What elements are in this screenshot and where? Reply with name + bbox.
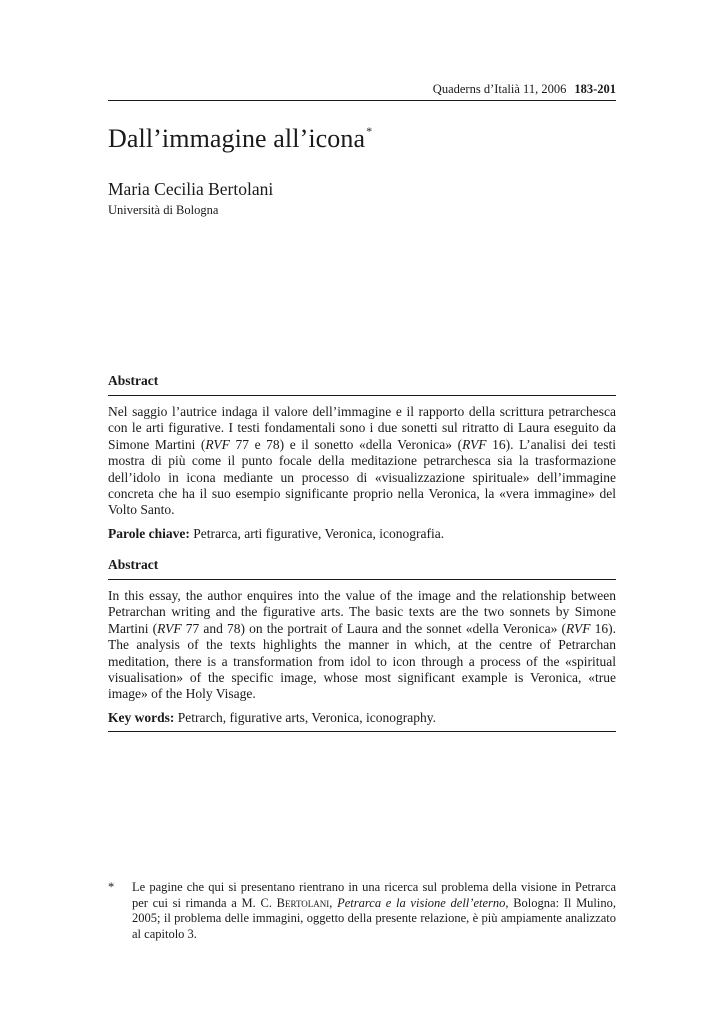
footnote-text-segment: , Bologna: Il Mulino, 2005; il problema delle immagini, oggetto della presente relazione, è più ampiamente analizzato al capitolo 3. [132, 895, 617, 941]
keywords-label: Parole chiave: [108, 525, 190, 541]
footnote-text-segment: , [329, 895, 338, 910]
abstract-body [108, 588, 616, 703]
abstract-text-segment: 77 e 78) e il sonetto «della Veronica» ( [229, 436, 463, 452]
article-title-text: Dall’immagine all’icona [108, 124, 366, 153]
footnote-author-smallcaps: Bertolani [276, 895, 330, 910]
abstract-text-segment: 16). The analysis of the texts highlights the manner in which, at the centre of Petrarchan meditation, there is a transformation from idol to icon through a process of the «spiritual visualisation» of the specific image, whose most significant example is Veronica, «true image» of the Holy Visage. [108, 620, 616, 702]
page-range: 183-201 [574, 82, 616, 96]
keywords [108, 710, 616, 726]
section-divider [108, 730, 616, 732]
abstract-text-italic: RVF [566, 620, 591, 636]
abstract-text-segment: In this essay, the author enquires into the value of the image and the relationship between Petrarchan writing and the figurative arts. The basic texts are the two sonnets by Simone Martini ( [108, 588, 616, 636]
abstract-heading: Abstract [108, 373, 616, 396]
keywords-list: Petrarca, arti figurative, Veronica, iconografia. [189, 525, 445, 541]
running-head [108, 82, 616, 101]
article-title [108, 124, 372, 154]
abstract-text-segment: 16). L’analisi dei testi mostra di più come il punto focale della meditazione petrarchesca sia la trasformazione dell’idolo in icona mediante un processo di «visualizzazione spirituale» dell’immagine concreta che ha il suo esempio significante proprio nella Veronica, la «vera immagine» del Volto Santo. [108, 436, 616, 518]
keywords [108, 526, 616, 542]
abstract-english [108, 557, 616, 726]
abstract-text-italic: RVF [205, 436, 230, 452]
abstract-italian [108, 373, 616, 542]
page [108, 0, 616, 1024]
keywords-label: Key words: [108, 709, 175, 725]
footnote-book-title: Petrarca e la visione dell’eterno [337, 895, 506, 910]
abstract-heading: Abstract [108, 557, 616, 580]
title-footnote-mark[interactable]: * [366, 124, 373, 138]
abstract-text-segment: Nel saggio l’autrice indaga il valore dell’immagine e il rapporto della scrittura petrarchesca con le arti figurative. I testi fondamentali sono i due sonetti sul ritratto di Laura eseguito da Simone Martini ( [108, 404, 616, 452]
footnote-text-segment: Le pagine che qui si presentano rientrano in una ricerca sul problema della visione in Petrarca per cui si rimanda a M. C. [132, 880, 616, 910]
journal-citation: Quaderns d’Italià 11, 2006 [432, 82, 567, 96]
abstract-text-segment: 77 and 78) on the portrait of Laura and the sonnet «della Veronica» ( [181, 620, 566, 636]
abstract-text-italic: RVF [157, 620, 182, 636]
footnote-mark: * [108, 880, 115, 894]
author-name: Maria Cecilia Bertolani [108, 179, 274, 199]
keywords-list: Petrarch, figurative arts, Veronica, iconography. [174, 709, 437, 725]
footnote [108, 880, 616, 942]
author-affiliation: Università di Bologna [108, 203, 219, 217]
footnote-text [132, 880, 616, 942]
abstract-body [108, 404, 616, 519]
abstract-text-italic: RVF [462, 436, 487, 452]
